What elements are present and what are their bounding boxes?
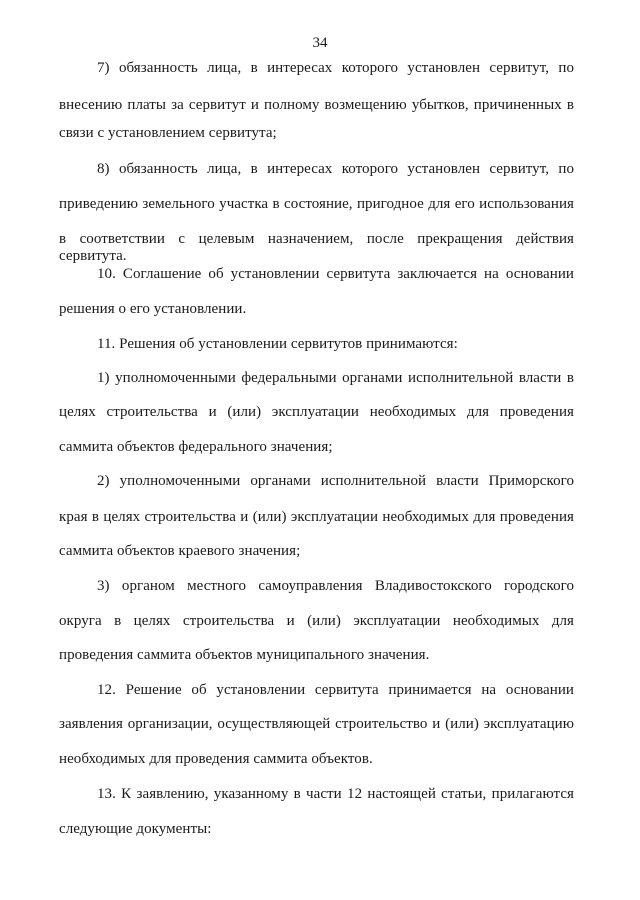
paragraph-12-line-3: необходимых для проведения саммита объектов. xyxy=(59,751,373,767)
page-number: 34 xyxy=(312,35,328,51)
paragraph-12-line-2: заявления организации, осуществляющей строительство и (или) эксплуатацию xyxy=(59,716,574,732)
item-2-line-2: края в целях строительства и (или) эксплуатации необходимых для проведения xyxy=(59,509,574,525)
paragraph-8-line-2: приведению земельного участка в состояние, пригодное для его использования xyxy=(59,196,574,212)
item-1-line-3: саммита объектов федерального значения; xyxy=(59,439,333,455)
paragraph-7-line-2: внесению платы за сервитут и полному возмещению убытков, причиненных в xyxy=(59,97,574,113)
item-3-line-3: проведения саммита объектов муниципального значения. xyxy=(59,647,430,663)
paragraph-10-line-1: 10. Соглашение об установлении сервитута заключается на основании xyxy=(97,266,574,282)
item-3-line-1: 3) органом местного самоуправления Владивостокского городского xyxy=(97,578,574,594)
paragraph-7-line-1: 7) обязанность лица, в интересах которого установлен сервитут, по xyxy=(97,60,574,76)
item-2-line-1: 2) уполномоченными органами исполнительной власти Приморского xyxy=(97,473,574,489)
paragraph-12-line-1: 12. Решение об установлении сервитута принимается на основании xyxy=(97,682,574,698)
paragraph-13-line-1: 13. К заявлению, указанному в части 12 настоящей статьи, прилагаются xyxy=(97,786,574,802)
paragraph-8-line-3: в соответствии с целевым назначением, после прекращения действия сервитута. xyxy=(59,231,574,264)
item-2-line-3: саммита объектов краевого значения; xyxy=(59,543,301,559)
paragraph-10-line-2: решения о его установлении. xyxy=(59,301,247,317)
paragraph-8-line-1: 8) обязанность лица, в интересах которого установлен сервитут, по xyxy=(97,161,574,177)
item-1-line-2: целях строительства и (или) эксплуатации необходимых для проведения xyxy=(59,404,574,420)
item-3-line-2: округа в целях строительства и (или) эксплуатации необходимых для xyxy=(59,613,574,629)
paragraph-13-line-2: следующие документы: xyxy=(59,821,212,837)
paragraph-7-line-3: связи с установлением сервитута; xyxy=(59,125,277,141)
paragraph-11-line-1: 11. Решения об установлении сервитутов принимаются: xyxy=(97,336,458,352)
item-1-line-1: 1) уполномоченными федеральными органами исполнительной власти в xyxy=(97,370,574,386)
